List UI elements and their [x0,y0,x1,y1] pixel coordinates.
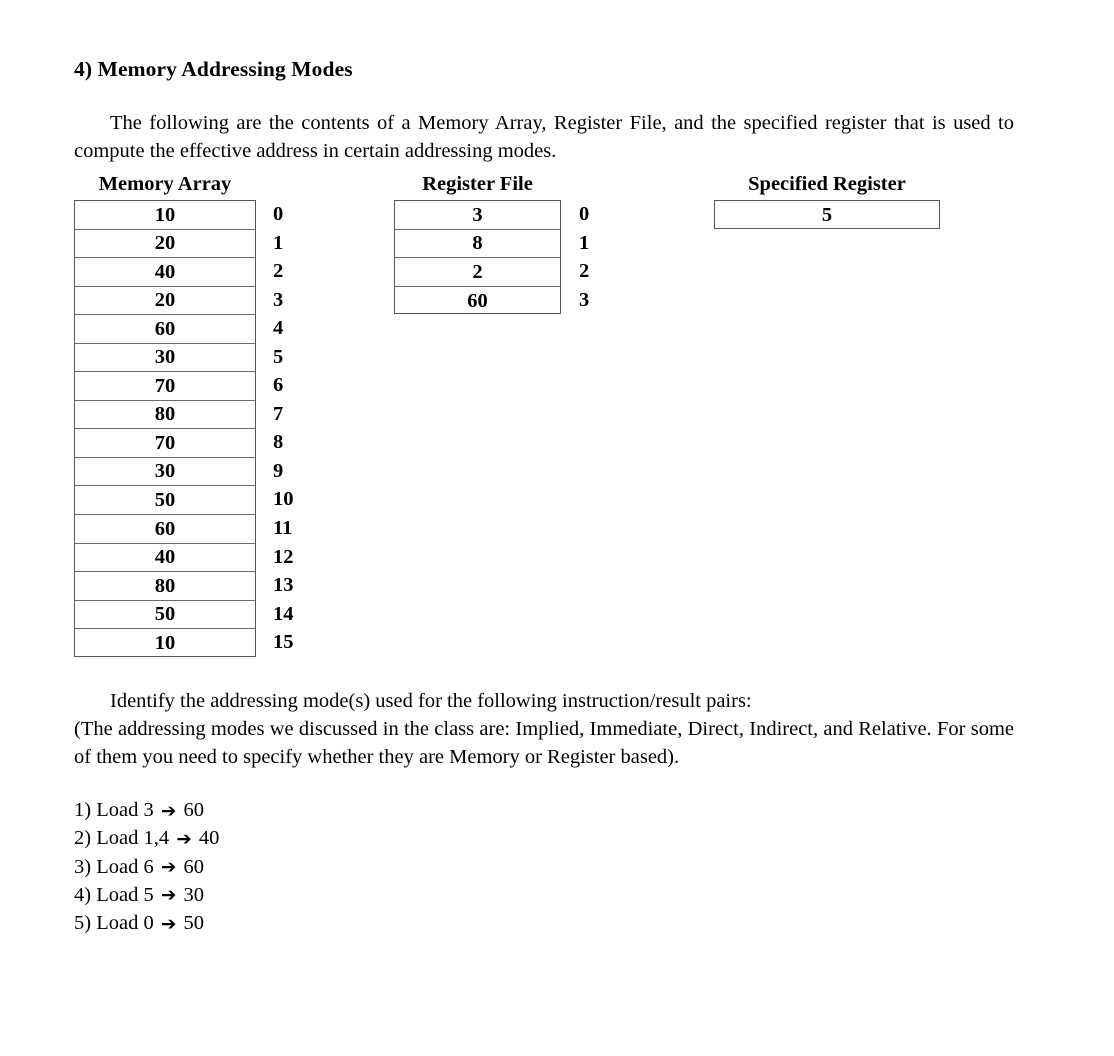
register-file-title: Register File [422,173,533,195]
register-file-cell: 8 [395,230,560,259]
instruction-result: 30 [178,883,204,906]
instruction-result: 40 [193,827,220,850]
memory-array-index: 14 [273,602,294,625]
memory-array-cell: 50 [75,601,255,630]
memory-array-cell: 30 [75,458,255,487]
instruction-operation: Load 6 [96,855,159,878]
instruction-operation: Load 1,4 [96,827,175,850]
memory-array-index: 1 [273,231,284,254]
memory-array-index: 8 [273,431,284,454]
right-arrow-icon: ➔ [160,885,177,907]
instruction-line [74,797,219,825]
register-file-index: 0 [579,203,590,226]
instruction-line [74,882,219,910]
memory-array-cell: 10 [75,201,255,230]
instruction-number: 2) [74,827,97,850]
prompt-line-1: Identify the addressing mode(s) used for the following instruction/result pairs: [110,690,752,712]
prompt-paragraph [74,687,1014,771]
register-file-cell: 60 [467,289,488,312]
memory-array-cell: 50 [75,486,255,515]
memory-array-cell: 70 [75,372,255,401]
memory-array-index: 11 [273,517,293,540]
memory-array-index: 13 [273,574,294,597]
instruction-operation: Load 0 [96,912,159,935]
instruction-operation: Load 3 [96,799,159,821]
memory-array-cell: 70 [75,429,255,458]
memory-array-cell: 10 [154,632,176,655]
memory-array-index: 10 [273,488,294,511]
memory-array-index: 6 [273,374,284,397]
memory-array-cell: 40 [75,258,255,287]
section-heading: 4) Memory Addressing Modes [74,57,353,81]
right-arrow-icon: ➔ [160,800,177,822]
register-file-cell: 2 [395,258,560,287]
memory-array-index: 3 [273,288,284,311]
memory-array-index: 5 [273,345,284,368]
memory-array-cell: 40 [75,544,255,573]
register-file-index-column [578,200,638,314]
instruction-number: 1) [74,799,97,821]
memory-array-index: 2 [273,260,284,283]
memory-array-cell: 80 [75,401,255,430]
memory-array-cell: 20 [75,287,255,316]
memory-array-cell: 20 [75,230,255,259]
register-file-table [394,200,561,314]
specified-register-cell: 5 [821,204,833,227]
prompt-line-2: (The addressing modes we discussed in the class are: Implied, Immediate, Direct, Indirect, and Relative. For some of them you need to specify whether they are Memory or Register based). [74,718,1014,768]
register-file-cell: 3 [395,201,560,230]
memory-array-cell: 60 [75,515,255,544]
specified-register-table [714,200,940,229]
instruction-list [74,797,219,938]
instruction-number: 4) [74,883,97,906]
memory-array-index: 0 [273,203,284,226]
memory-array-title: Memory Array [98,173,232,195]
instruction-line [74,910,219,938]
intro-paragraph: The following are the contents of a Memory Array, Register File, and the specified register that is used to compute the effective address in certain addressing modes. [74,111,1014,162]
register-file-index: 1 [579,231,590,254]
instruction-line [74,854,219,882]
memory-array-index: 12 [273,545,294,568]
memory-array-index: 7 [273,402,284,425]
register-file-index: 2 [579,260,590,283]
right-arrow-icon: ➔ [176,828,192,850]
right-arrow-icon: ➔ [160,857,177,879]
instruction-operation: Load 5 [96,883,159,906]
memory-array-table [74,200,256,657]
memory-array-cell: 60 [75,315,255,344]
memory-array-cell: 30 [75,344,255,373]
memory-array-index: 15 [273,631,294,654]
memory-array-cell: 80 [75,572,255,601]
register-file-index: 3 [579,288,590,311]
instruction-number: 5) [74,912,97,935]
memory-array-index: 4 [273,317,284,340]
memory-array-index: 9 [273,459,284,482]
instruction-line [74,825,219,853]
specified-register-title: Specified Register [748,173,906,195]
instruction-number: 3) [74,855,97,878]
memory-array-index-column [272,200,332,657]
right-arrow-icon: ➔ [160,913,177,935]
instruction-result: 60 [178,799,204,821]
instruction-result: 50 [178,912,204,935]
instruction-result: 60 [178,855,204,878]
